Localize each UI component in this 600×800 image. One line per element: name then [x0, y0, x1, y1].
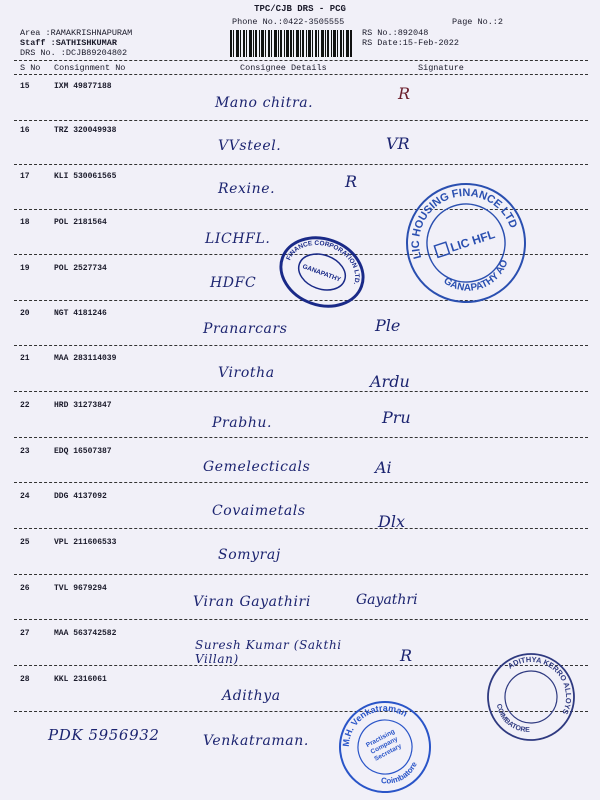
row-26-consignment: TVL 9679294: [54, 584, 107, 593]
row-divider: [14, 437, 588, 438]
lic-logo-text: LIC HFL: [448, 227, 497, 255]
row-24-consignment: DDG 4137092: [54, 492, 107, 501]
row-18-consignee: LICHFL.: [205, 231, 271, 247]
row-divider: [14, 391, 588, 392]
page-number: Page No.:2: [452, 17, 504, 27]
drs-number: DRS No. :DCJB89204802: [20, 48, 128, 58]
row-18-consignment: POL 2181564: [54, 218, 107, 227]
row-27-signature: R: [400, 646, 413, 665]
row-22-consignment: HRD 31273847: [54, 401, 112, 410]
row-18-sno: 18: [20, 218, 30, 227]
venkatraman-stamp: [338, 700, 432, 794]
row-17-consignee: Rexine.: [218, 181, 276, 197]
row-divider: [14, 528, 588, 529]
row-23-signature: Ai: [375, 458, 392, 477]
lic-ring-text: LIC HOUSING FINANCE LTD: [409, 186, 520, 261]
venkatraman-ring-text: M.H. Venkatraman: [340, 702, 410, 748]
barcode: [230, 30, 352, 57]
row-20-signature: Ple: [375, 316, 401, 335]
row-16-signature: VR: [386, 134, 410, 153]
row-25-consignment: VPL 211606533: [54, 538, 117, 547]
row-21-signature: Ardu: [370, 372, 410, 391]
venkatraman-bottom-text: Coimbatore: [380, 760, 419, 786]
row-27-consignee: Suresh Kumar (Sakthi Villan): [195, 638, 342, 666]
row-21-consignee: Virotha: [218, 365, 275, 381]
col-consignment-no: Consignment No: [54, 63, 126, 73]
col-s-no: S No: [20, 63, 41, 73]
rs-date: RS Date:15-Feb-2022: [362, 38, 459, 48]
finance-ring-text: FINANCE CORPORATION LTD.: [285, 239, 361, 286]
row-19-consignment: POL 2527734: [54, 264, 107, 273]
row-17-signature: R: [345, 172, 358, 191]
row-24-consignee: Covaimetals: [212, 503, 306, 519]
row-23-consignment: EDQ 16507387: [54, 447, 112, 456]
venkatraman-center-text: Practising Company Secretary: [365, 728, 403, 763]
row-26-signature: Gayathri: [356, 592, 418, 608]
finance-stamp: [278, 236, 366, 308]
row-27-consignment: MAA 563742582: [54, 629, 117, 638]
row-divider: [14, 345, 588, 346]
row-divider: [14, 164, 588, 165]
row-16-sno: 16: [20, 126, 30, 135]
row-23-sno: 23: [20, 447, 30, 456]
row-22-sno: 22: [20, 401, 30, 410]
row-20-consignee: Pranarcars: [203, 321, 288, 337]
aditha-stamp: [486, 652, 576, 742]
row-28-consignment: KKL 2316061: [54, 675, 107, 684]
row-15-signature: R: [398, 84, 411, 103]
row-divider: [14, 120, 588, 121]
row-divider: [14, 619, 588, 620]
header-divider-bottom: [14, 74, 588, 75]
row-19-consignee: HDFC: [210, 275, 257, 291]
row-21-consignment: MAA 283114039: [54, 354, 117, 363]
row-22-signature: Pru: [382, 408, 411, 427]
row-26-sno: 26: [20, 584, 30, 593]
staff-value: SATHISHKUMAR: [55, 38, 117, 48]
row-24-sno: 24: [20, 492, 30, 501]
staff-line: [20, 38, 117, 48]
row-20-sno: 20: [20, 309, 30, 318]
aditha-bottom-text: COIMBATORE: [494, 703, 530, 734]
row-17-consignment: KLI 530061565: [54, 172, 117, 181]
row-27-sno: 27: [20, 629, 30, 638]
row-25-consignee: Somyraj: [218, 547, 281, 563]
area-label: Area :RAMAKRISHNAPURAM: [20, 28, 133, 38]
lic-bottom-text: GANAPATHY AO: [441, 258, 511, 294]
row-15-sno: 15: [20, 82, 30, 91]
phone-number: Phone No.:0422-3505555: [232, 17, 345, 27]
col-signature: Signature: [418, 63, 464, 73]
row-23-consignee: Gemelecticals: [203, 459, 311, 475]
row-divider: [14, 482, 588, 483]
row-21-sno: 21: [20, 354, 30, 363]
row-22-consignee: Prabhu.: [212, 415, 273, 431]
row-26-consignee: Viran Gayathiri: [193, 594, 311, 610]
row-17-sno: 17: [20, 172, 30, 181]
row-24-signature: Dlx: [378, 512, 405, 531]
header-divider-top: [14, 60, 588, 61]
row-28-consignee: Adithya: [222, 688, 281, 704]
row-16-consignment: TRZ 320049938: [54, 126, 117, 135]
aditha-ring-text: ADITHYA KERRO ALLOYS: [506, 654, 574, 716]
document-title: TPC/CJB DRS - PCG: [254, 4, 346, 14]
extra-consignment: PDK 5956932: [48, 726, 160, 744]
row-16-consignee: VVsteel.: [218, 138, 282, 154]
row-20-consignment: NGT 4181246: [54, 309, 107, 318]
staff-label: Staff :: [20, 38, 56, 48]
row-divider: [14, 574, 588, 575]
lic-logo-icon: [434, 242, 449, 257]
finance-center-text: GANAPATHY: [301, 263, 342, 284]
rs-number: RS No.:892048: [362, 28, 429, 38]
row-28-sno: 28: [20, 675, 30, 684]
extra-consignee: Venkatraman.: [203, 733, 309, 749]
col-consignee-details: Consignee Details: [240, 63, 327, 73]
row-15-consignment: IXM 49877188: [54, 82, 112, 91]
row-25-sno: 25: [20, 538, 30, 547]
row-19-sno: 19: [20, 264, 30, 273]
row-15-consignee: Mano chitra.: [215, 95, 314, 111]
lic-stamp: [403, 180, 529, 306]
